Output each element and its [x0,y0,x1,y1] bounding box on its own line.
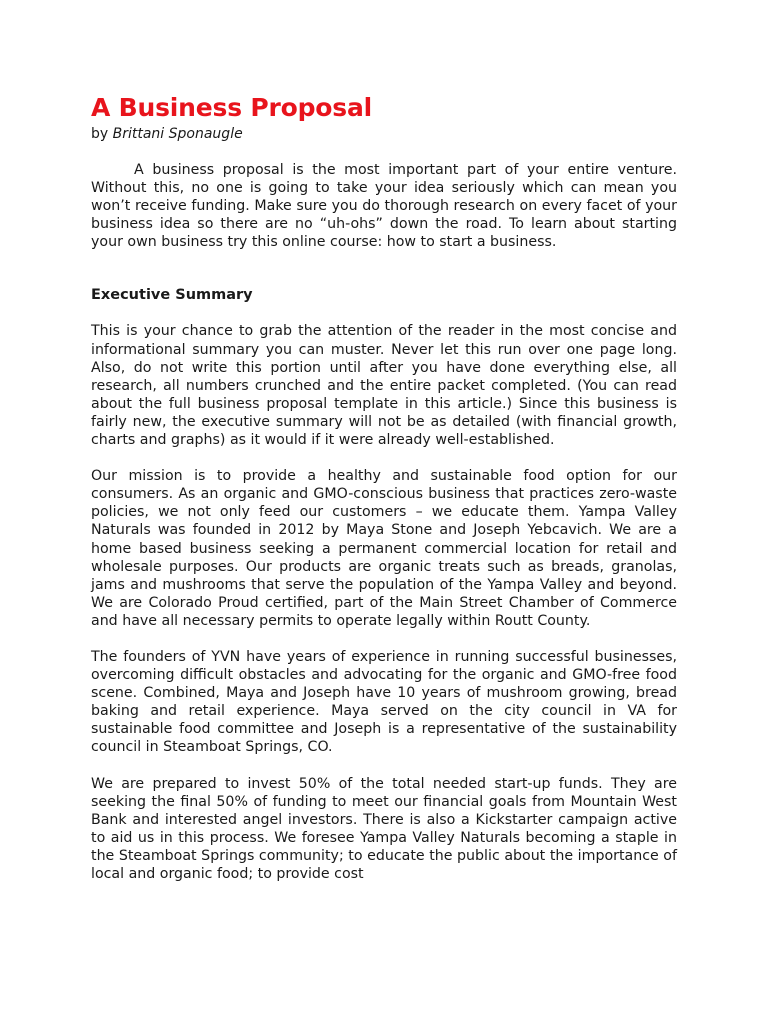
document-content [91,91,677,883]
document-title: A Business Proposal [91,93,372,122]
intro-paragraph: A business proposal is the most important part of your entire venture. Without this, no one is going to take your idea seriously which can mean you won’t receive funding. Make sure you do thorough research on every facet of your business idea so there are no “uh-ohs” down the road. To learn about starting your own business try this online course: how to start a business. [91,162,677,251]
byline [91,125,677,143]
paragraph-summary-guidance: This is your chance to grab the attention of the reader in the most concise and informational summary you can muster. Never let this run over one page long. Also, do not write this portion until after you have done everything else, all research, all numbers crunched and the entire packet completed. (You can read about the full business proposal template in this article.) Since this business is fairly new, the executive summary will not be as detailed (with financial growth, charts and graphs) as it would if it were already well-established. [91,323,677,449]
byline-prefix: by [91,126,113,142]
author-name: Brittani Sponaugle [112,126,243,142]
paragraph-funding: We are prepared to invest 50% of the total needed start-up funds. They are seeking the final 50% of funding to meet our financial goals from Mountain West Bank and interested angel investors. There is also a Kickstarter campaign active to aid us in this process. We foresee Yampa Valley Naturals becoming a staple in the Steamboat Springs community; to educate the public about the importance of local and organic food; to provide cost [91,775,677,882]
section-heading-executive-summary: Executive Summary [91,287,253,304]
paragraph-founders: The founders of YVN have years of experience in running successful businesses, overcoming difficult obstacles and advocating for the organic and GMO-free food scene. Combined, Maya and Joseph have 10 years of mushroom growing, bread baking and retail experience. Maya served on the city council in VA for sustainable food committee and Joseph is a representative of the sustainability council in Steamboat Springs, CO. [91,648,677,756]
paragraph-mission: Our mission is to provide a healthy and sustainable food option for our consumers. As an organic and GMO-conscious business that practices zero-waste policies, we not only feed our customers – we educate them. Yampa Valley Naturals was founded in 2012 by Maya Stone and Joseph Yebcavich. We are a home based business seeking a permanent commercial location for retail and wholesale purposes. Our products are organic treats such as breads, granolas, jams and mushrooms that serve the population of the Yampa Valley and beyond. We are Colorado Proud certified, part of the Main Street Chamber of Commerce and have all necessary permits to operate legally within Routt County. [91,468,677,629]
